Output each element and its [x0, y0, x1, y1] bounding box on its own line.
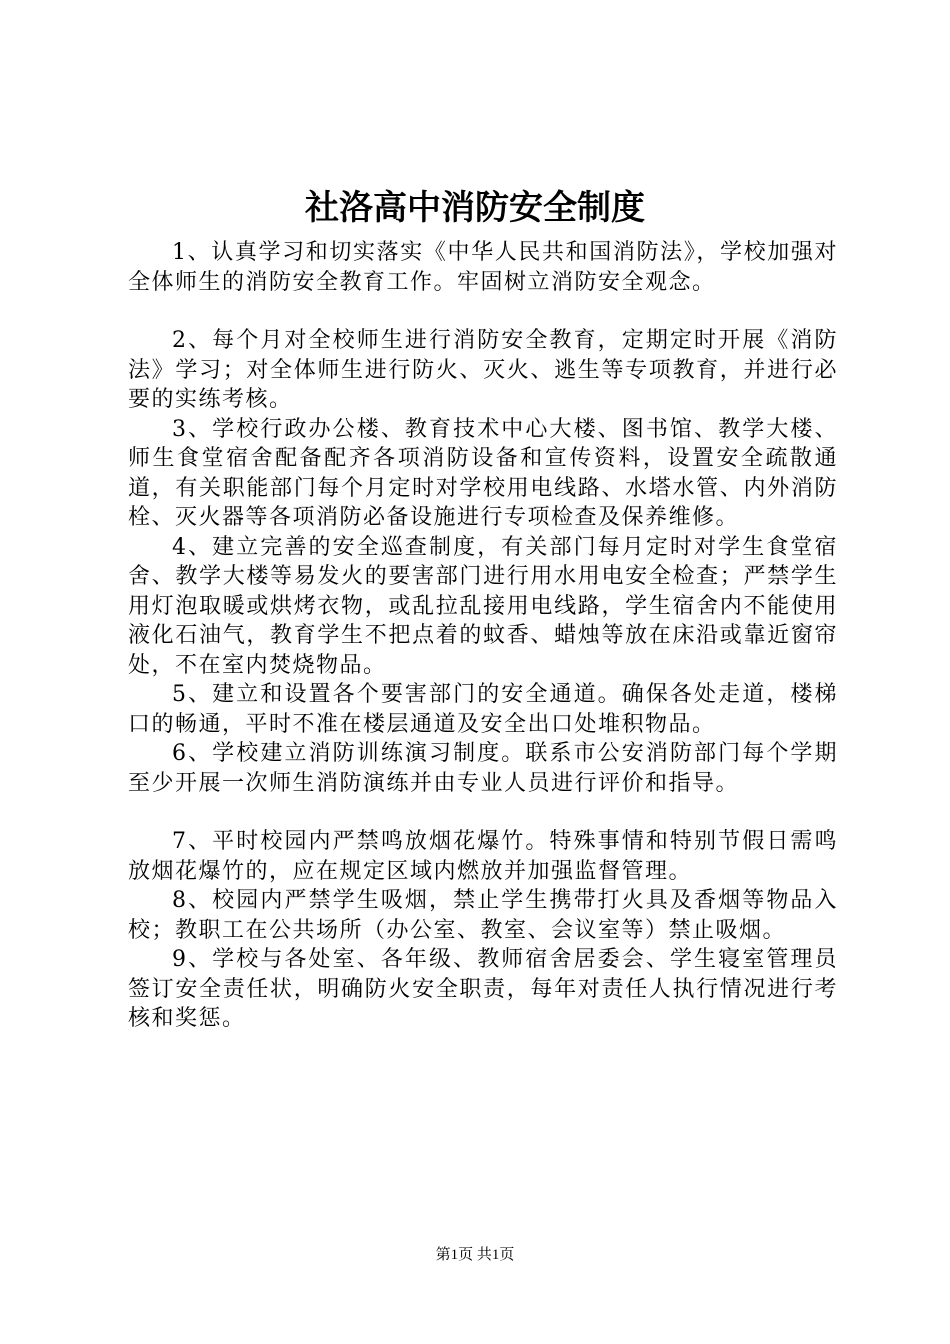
paragraph-2: 2、每个月对全校师生进行消防安全教育，定期定时开展《消防法》学习；对全体师生进行防火、灭火、逃生等专项教育，并进行必要的实练考核。 [128, 328, 838, 412]
paragraph-7: 7、平时校园内严禁鸣放烟花爆竹。特殊事情和特别节假日需鸣放烟花爆竹的，应在规定区域内燃放并加强监督管理。 [128, 829, 838, 884]
page-footer: 第1页 共1页 [435, 1247, 515, 1263]
paragraph-5: 5、建立和设置各个要害部门的安全通道。确保各处走道，楼梯口的畅通，平时不准在楼层通道及安全出口处堆积物品。 [128, 682, 838, 737]
paragraph-3: 3、学校行政办公楼、教育技术中心大楼、图书馆、教学大楼、师生食堂宿舍配备配齐各项消防设备和宣传资料，设置安全疏散通道，有关职能部门每个月定时对学校用电线路、水塔水管、内外消防栓、灭火器等各项消防必备设施进行专项检查及保养维修。 [128, 416, 838, 530]
paragraph-9: 9、学校与各处室、各年级、教师宿舍居委会、学生寝室管理员签订安全责任状，明确防火安全职责，每年对责任人执行情况进行考核和奖惩。 [128, 947, 838, 1031]
document-title: 社洛高中消防安全制度 [305, 188, 645, 228]
paragraph-4: 4、建立完善的安全巡查制度，有关部门每月定时对学生食堂宿舍、教学大楼等易发火的要害部门进行用水用电安全检查；严禁学生用灯泡取暖或烘烤衣物，或乱拉乱接用电线路，学生宿舍内不能使用液化石油气，教育学生不把点着的蚊香、蜡烛等放在床沿或靠近窗帘处，不在室内焚烧物品。 [128, 534, 838, 678]
paragraph-6: 6、学校建立消防训练演习制度。联系市公安消防部门每个学期至少开展一次师生消防演练并由专业人员进行评价和指导。 [128, 741, 838, 796]
document-body [128, 238, 838, 1034]
paragraph-1: 1、认真学习和切实落实《中华人民共和国消防法》，学校加强对全体师生的消防安全教育工作。牢固树立消防安全观念。 [128, 240, 838, 295]
paragraph-8: 8、校园内严禁学生吸烟，禁止学生携带打火具及香烟等物品入校；教职工在公共场所（办公室、教室、会议室等）禁止吸烟。 [128, 888, 838, 943]
